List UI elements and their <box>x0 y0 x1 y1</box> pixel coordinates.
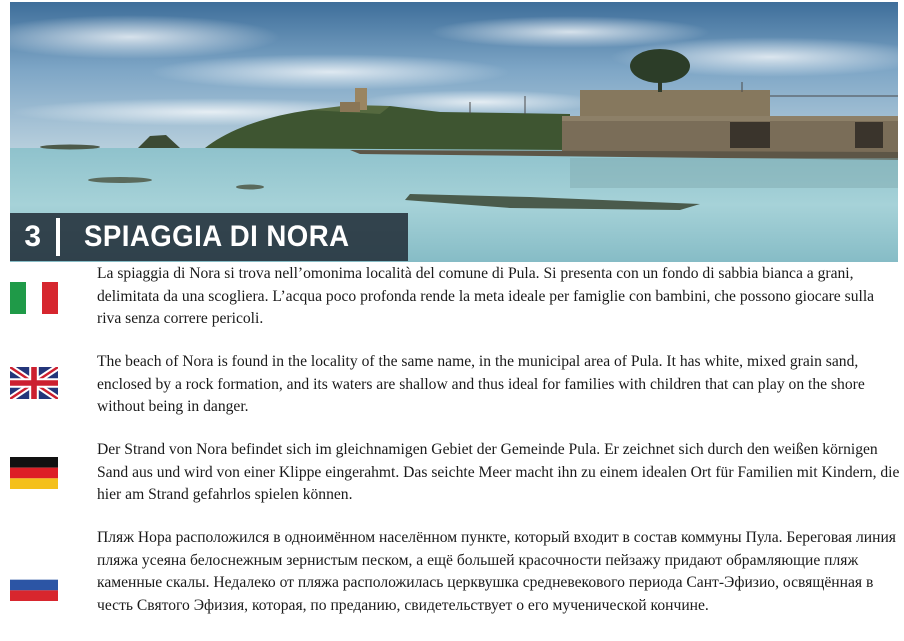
paragraph-english: The beach of Nora is found in the locality of the same name, in the municipal area of Pula. It has white, mixed grain sand, enclosed by a rock formation, and its waters are shallow and thus ideal for families with children that can play on the shore without being in danger. <box>97 353 865 415</box>
russia-flag-icon <box>10 569 58 601</box>
section-title: SPIAGGIA DI NORA <box>84 220 350 253</box>
section-number: 3 <box>24 220 42 253</box>
paragraph-german: Der Strand von Nora befindet sich im gleichnamigen Gebiet der Gemeinde Pula. Er zeichnet sich durch den weißen körnigen Sand aus und wird von einer Klippe eingerahmt. Das seichte Meer macht ihn zu einem idealen Ort für Familien mit Kindern, die hier am Strand gefahrlos spielen können. <box>97 441 900 503</box>
germany-flag-icon <box>10 457 58 489</box>
section-title-banner <box>10 213 408 261</box>
title-divider <box>56 218 60 256</box>
uk-flag-icon <box>10 367 58 399</box>
italy-flag-icon <box>10 282 58 314</box>
paragraph-italian: La spiaggia di Nora si trova nell’omonima località del comune di Pula. Si presenta con un fondo di sabbia bianca a grani, delimitata da una scogliera. L’acqua poco profonda rende la meta ideale per famiglie con bambini, che possono giocare sulla riva senza correre pericoli. <box>97 265 875 327</box>
paragraph-russian: Пляж Нора расположился в одноимённом населённом пункте, который входит в состав коммуны Пула. Береговая линия пляжа усеяна белоснежным зернистым песком, а ещё большей красочности пейзажу придают обрамляющие пляж каменные скалы. Недалеко от пляжа расположилась церквушка средневекового периода Сант-Эфизио, освящённая в честь Святого Эфизия, которая, по преданию, свидетельствует о его мученической кончине. <box>97 529 896 614</box>
